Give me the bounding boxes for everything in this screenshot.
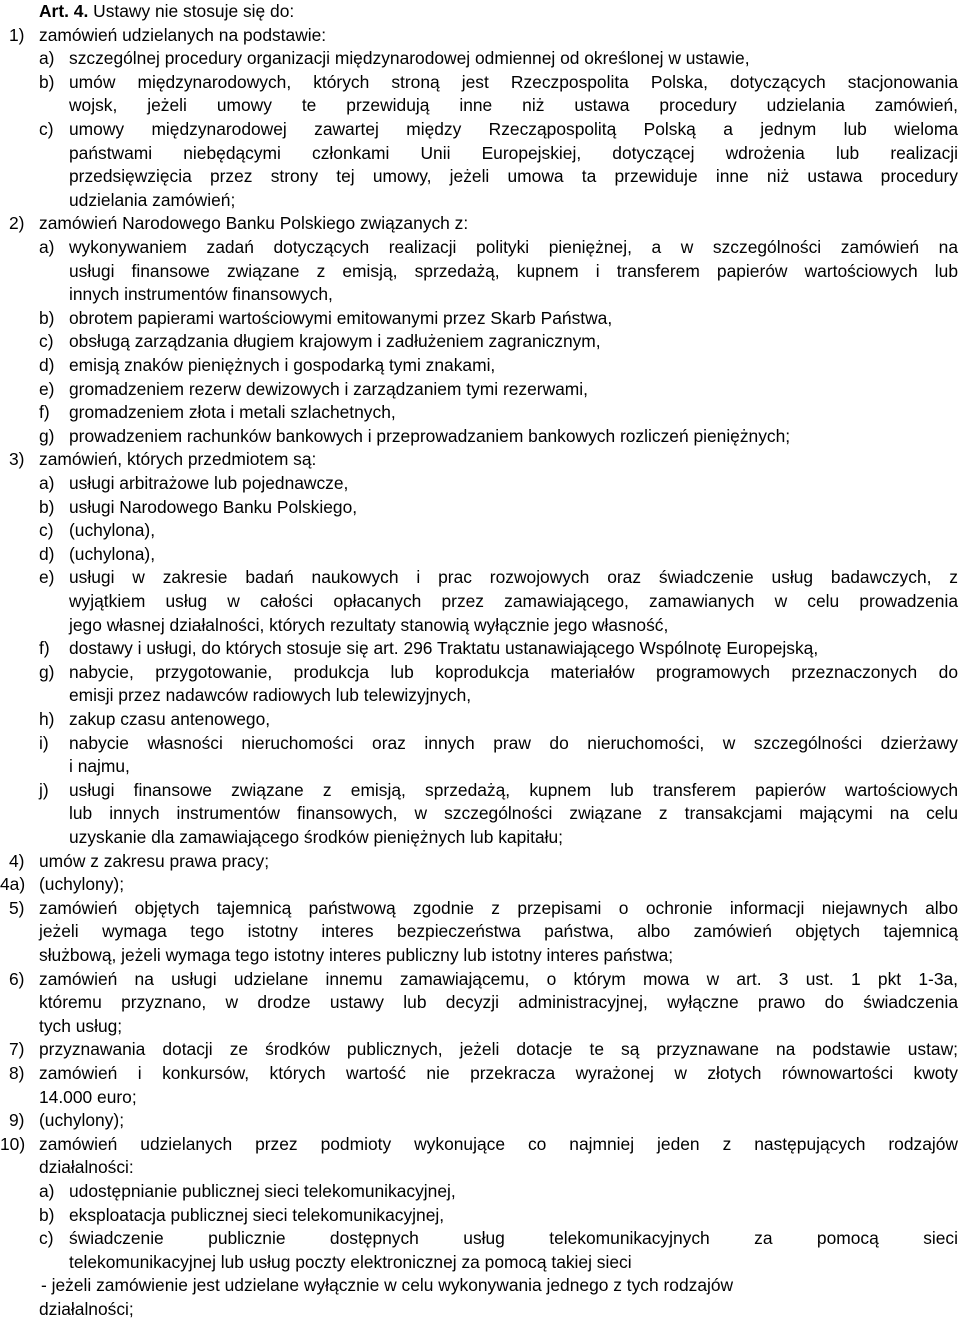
- item-marker: 1): [9, 25, 25, 45]
- text-line: obsługą zarządzania długiem krajowym i zadłużeniem zagranicznym,: [69, 331, 601, 351]
- text-line: zakup czasu antenowego,: [69, 709, 271, 729]
- article-label: Art. 4.: [39, 1, 89, 21]
- text-line: (uchylony);: [39, 874, 125, 894]
- text-line: usługi finansowe związane z emisją, sprzedażą, kupnem lub transferem papierów wartościowych: [69, 780, 958, 800]
- text-line: jeżeli wymaga tego istotny interes bezpieczeństwa państwa, albo zamówień objętych tajemnicą: [39, 921, 958, 941]
- text-line: obrotem papierami wartościowymi emitowanymi przez Skarb Państwa,: [69, 308, 613, 328]
- item-marker: g): [39, 426, 55, 446]
- text-line: usługi Narodowego Banku Polskiego,: [69, 497, 358, 517]
- item-marker: 3): [9, 449, 25, 469]
- text-line: wykonywaniem zadań dotyczących realizacji polityki pieniężnej, a w szczególności zamówień na: [69, 237, 958, 257]
- text-line: telekomunikacyjnej lub usług poczty elektronicznej za pomocą takiej sieci: [69, 1252, 632, 1272]
- text-line: zamówień udzielanych przez podmioty wykonujące co najmniej jeden z następujących rodzajów: [39, 1134, 958, 1154]
- text-line: szczególnej procedury organizacji międzynarodowej odmiennej od określonej w ustawie,: [69, 48, 750, 68]
- text-line: nabycie własności nieruchomości oraz innych praw do nieruchomości, w szczególności dzierżawy: [69, 733, 958, 753]
- text-line: zamówień udzielanych na podstawie:: [39, 25, 327, 45]
- item-marker: a): [39, 473, 55, 493]
- text-line: 14.000 euro;: [39, 1087, 137, 1107]
- item-marker: d): [39, 544, 55, 564]
- text-line: służbową, jeżeli wymaga tego istotny interes publiczny lub istotny interes państwa;: [39, 945, 674, 965]
- text-line: zamówień, których przedmiotem są:: [39, 449, 317, 469]
- text-line: udostępnianie publicznej sieci telekomunikacyjnej,: [69, 1181, 456, 1201]
- item-marker: a): [39, 48, 55, 68]
- text-line: usługi arbitrażowe lub pojednawcze,: [69, 473, 349, 493]
- text-line: dostawy i usługi, do których stosuje się art. 296 Traktatu ustanawiającego Wspólnotę Europejską,: [69, 638, 819, 658]
- text-line: zamówień i konkursów, których wartość nie przekracza wyrażonej w złotych równowartości kwoty: [39, 1063, 958, 1083]
- text-line: któremu przyznano, w drodze ustawy lub decyzji administracyjnej, wyłączne prawo do świadczenia: [39, 992, 958, 1012]
- text-line: gromadzeniem rezerw dewizowych i zarządzaniem tymi rezerwami,: [69, 379, 588, 399]
- item-marker: f): [39, 638, 50, 658]
- text-line: umów międzynarodowych, których stroną jest Rzeczpospolita Polska, dotyczących stacjonowania: [69, 72, 958, 92]
- text-line: przedsięwzięcia przez strony tej umowy, jeżeli umowa ta przewiduje inne niż ustawa procedury: [69, 166, 958, 186]
- item-marker: 10): [0, 1134, 26, 1154]
- text-line: udzielania zamówień;: [69, 190, 236, 210]
- item-marker: c): [39, 119, 54, 139]
- text-line: (uchylona),: [69, 520, 156, 540]
- item-marker: 4a): [0, 874, 26, 894]
- item-marker: b): [39, 497, 55, 517]
- item-marker: 4): [9, 851, 25, 871]
- text-line: świadczenie publicznie dostępnych usług telekomunikacyjnych za pomocą sieci: [69, 1228, 958, 1248]
- text-line: wojsk, jeżeli umowy te przewidują inne niż ustawa procedury udzielania zamówień,: [69, 95, 958, 115]
- text-line: lub innych instrumentów finansowych, w szczególności związane z transakcjami mającymi na celu: [69, 803, 958, 823]
- item-marker: d): [39, 355, 55, 375]
- item-marker: c): [39, 1228, 54, 1248]
- item-marker: 7): [9, 1039, 25, 1059]
- text-line: zamówień na usługi udzielane innemu zamawiającemu, o którym mowa w art. 3 ust. 1 pkt 1-3a,: [39, 969, 958, 989]
- item-marker: b): [39, 308, 55, 328]
- text-line: innych instrumentów finansowych,: [69, 284, 333, 304]
- item-marker: j): [39, 780, 49, 800]
- text-line: emisją znaków pieniężnych i gospodarką tymi znakami,: [69, 355, 496, 375]
- text-line: zamówień Narodowego Banku Polskiego związanych z:: [39, 213, 469, 233]
- item-marker: h): [39, 709, 55, 729]
- text-line: (uchylona),: [69, 544, 156, 564]
- item-marker: e): [39, 379, 55, 399]
- text-line: (uchylony);: [39, 1110, 125, 1130]
- item-marker: e): [39, 567, 55, 587]
- item-marker: 6): [9, 969, 25, 989]
- item-marker: g): [39, 662, 55, 682]
- text-line: tych usług;: [39, 1016, 123, 1036]
- text-line: państwami niebędącymi członkami Unii Europejskiej, dotyczącej wdrożenia lub realizacji: [69, 143, 958, 163]
- article-heading: [39, 0, 294, 24]
- item-marker: a): [39, 237, 55, 257]
- item-marker: 9): [9, 1110, 25, 1130]
- article-intro: Ustawy nie stosuje się do:: [93, 1, 295, 21]
- text-line: i najmu,: [69, 756, 130, 776]
- item-marker: 5): [9, 898, 25, 918]
- text-line: eksploatacja publicznej sieci telekomunikacyjnej,: [69, 1205, 445, 1225]
- text-line: umowy międzynarodowej zawartej między Rzecząpospolitą Polską a jednym lub wieloma: [69, 119, 958, 139]
- text-line: działalności;: [39, 1299, 134, 1319]
- text-line: umów z zakresu prawa pracy;: [39, 851, 270, 871]
- text-line: usługi w zakresie badań naukowych i prac rozwojowych oraz świadczenie usług badawczych, z: [69, 567, 958, 587]
- text-line: usługi finansowe związane z emisją, sprzedażą, kupnem i transferem papierów wartościowych lub: [69, 261, 958, 281]
- item-marker: c): [39, 331, 54, 351]
- text-line: jego własnej działalności, których rezultaty stanowią wyłącznie jego własność,: [69, 615, 669, 635]
- item-marker: i): [39, 733, 49, 753]
- text-line: prowadzeniem rachunków bankowych i przeprowadzaniem bankowych rozliczeń pieniężnych;: [69, 426, 791, 446]
- text-line: nabycie, przygotowanie, produkcja lub koprodukcja materiałów programowych przeznaczonych do: [69, 662, 958, 682]
- text-line: gromadzeniem złota i metali szlachetnych,: [69, 402, 396, 422]
- text-line: emisji przez nadawców radiowych lub telewizyjnych,: [69, 685, 472, 705]
- item-marker: f): [39, 402, 50, 422]
- text-line: uzyskanie dla zamawiającego środków pieniężnych lub kapitału;: [69, 827, 563, 847]
- item-marker: 2): [9, 213, 25, 233]
- item-marker: 8): [9, 1063, 25, 1083]
- text-line: przyznawania dotacji ze środków publicznych, jeżeli dotacje te są przyznawane na podstawie ustaw;: [39, 1039, 958, 1059]
- text-line: - jeżeli zamówienie jest udzielane wyłącznie w celu wykonywania jednego z tych rodzajów: [41, 1275, 734, 1295]
- item-marker: b): [39, 72, 55, 92]
- text-line: zamówień objętych tajemnicą państwową zgodnie z przepisami o ochronie informacji niejawnych albo: [39, 898, 958, 918]
- text-line: wyjątkiem usług w całości opłacanych przez zamawiającego, zamawianych w celu prowadzenia: [69, 591, 958, 611]
- item-marker: b): [39, 1205, 55, 1225]
- item-marker: a): [39, 1181, 55, 1201]
- item-marker: c): [39, 520, 54, 540]
- text-line: działalności:: [39, 1157, 134, 1177]
